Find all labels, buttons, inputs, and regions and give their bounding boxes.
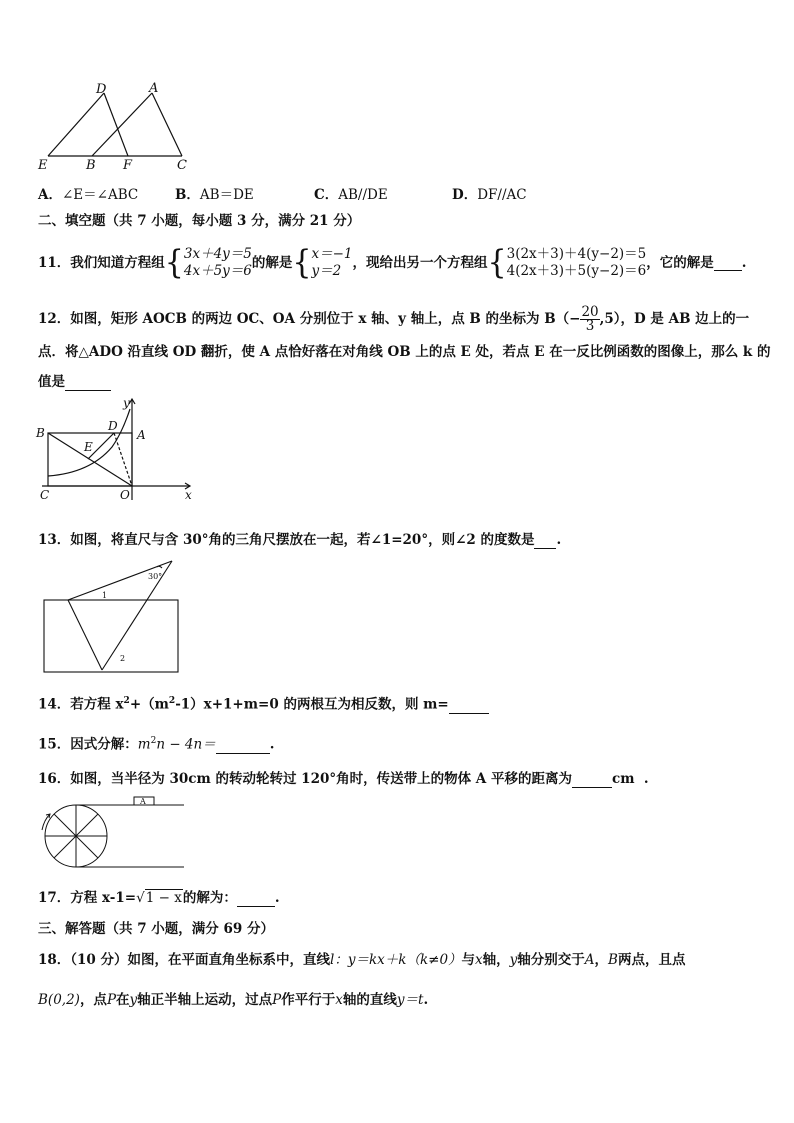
line-ed bbox=[48, 93, 104, 156]
q18-l2-text-c: 轴正半轴上运动，过点 bbox=[137, 992, 273, 1008]
q11-answer-blank[interactable] bbox=[714, 256, 742, 271]
q18-text-c: 轴， bbox=[482, 952, 510, 968]
q18-text-e: ， bbox=[594, 952, 609, 968]
option-b bbox=[175, 186, 254, 204]
q18-x: x bbox=[475, 952, 483, 968]
q16-answer-blank[interactable] bbox=[572, 773, 612, 788]
label-c: C bbox=[177, 158, 187, 173]
figure-q16-wheel-belt bbox=[36, 796, 192, 874]
q14-text-a: 14．若方程 x bbox=[38, 696, 124, 713]
line-ac bbox=[152, 93, 182, 156]
q17-answer-blank[interactable] bbox=[237, 892, 275, 907]
figure-q10-triangles bbox=[30, 78, 200, 173]
q18-text-d: 轴分别交于 bbox=[517, 952, 585, 968]
q14-text-b: +（m bbox=[129, 696, 169, 713]
q18-l2-text-d: 作平行于 bbox=[281, 992, 336, 1008]
q11-sys1-eq1: 3x＋4y＝5 bbox=[183, 246, 252, 262]
q11-system-1 bbox=[184, 246, 252, 280]
q18-text-a: 18．（10 分）如图，在平面直角坐标系中，直线 bbox=[38, 952, 331, 968]
q15-answer-blank[interactable] bbox=[216, 739, 270, 754]
option-d bbox=[452, 186, 527, 204]
sqrt-symbol: √ bbox=[136, 890, 145, 906]
q14-answer-blank[interactable] bbox=[449, 699, 489, 714]
q10-options bbox=[38, 186, 138, 204]
brace-3: { bbox=[487, 243, 507, 282]
q11-mid2: ，现给出另一个方程组 bbox=[352, 255, 488, 271]
option-c-text: AB//DE bbox=[338, 187, 388, 203]
q18-text-f: 两点，且点 bbox=[617, 952, 686, 968]
label-e: E bbox=[38, 158, 48, 173]
fraction-denominator: 3 bbox=[585, 317, 595, 334]
q17-pre: 17．方程 x-1= bbox=[38, 890, 137, 906]
q12-text-c: 值是 bbox=[38, 374, 65, 390]
question-12-line-2: 点．将△ADO 沿直线 OD 翻折，使 A 点恰好落在对角线 OB 上的点 E 处，若点 E 在一反比例函数的图像上，那么 k 的 bbox=[38, 344, 771, 360]
q18-point-b-coords: B(0,2) bbox=[38, 992, 80, 1008]
option-a-text: ∠E＝∠ABC bbox=[61, 187, 139, 203]
option-b-label: B． bbox=[175, 187, 200, 203]
option-c bbox=[314, 186, 388, 204]
q12-answer-blank[interactable] bbox=[65, 376, 111, 391]
q16-text: 16．如图，当半径为 30cm 的转动轮转过 120°角时，传送带上的物体 A 平移的距离为 bbox=[38, 771, 572, 787]
q14-sup-2: 2 bbox=[168, 696, 176, 706]
q14-text-c: -1）x+1+m=0 的两根互为相反数，则 m= bbox=[175, 696, 449, 713]
figure-q12-coordinate bbox=[30, 395, 200, 505]
q12-text-b: ,5），D 是 AB 边上的一 bbox=[599, 311, 750, 327]
q11-sys1-eq2: 4x＋5y＝6 bbox=[183, 263, 252, 279]
label-a: A bbox=[137, 428, 146, 442]
question-18-line-1 bbox=[38, 951, 685, 969]
q18-l2-y: y bbox=[129, 992, 138, 1008]
line-ba bbox=[92, 93, 152, 156]
q18-l2-x: x bbox=[335, 992, 343, 1008]
question-15 bbox=[38, 732, 274, 754]
q15-pre: 15．因式分解： bbox=[38, 736, 138, 753]
q17-post: 的解为： bbox=[182, 890, 237, 906]
segment-od-dashed bbox=[114, 433, 132, 486]
label-y: y bbox=[123, 396, 130, 410]
q11-sys2-eq1: x＝−1 bbox=[311, 246, 353, 262]
q16-end: . bbox=[643, 771, 649, 787]
fraction-numerator: 20 bbox=[581, 303, 599, 320]
label-f: F bbox=[123, 158, 133, 173]
question-18-line-2 bbox=[38, 991, 428, 1009]
question-17 bbox=[38, 889, 280, 907]
q11-number: 11． bbox=[38, 255, 71, 271]
q11-system-2 bbox=[312, 246, 353, 280]
label-30-degree: 30° bbox=[148, 572, 163, 581]
question-12-line-3 bbox=[38, 373, 111, 391]
section-2-heading: 二、填空题（共 7 小题，每小题 3 分，满分 21 分） bbox=[38, 213, 361, 229]
q11-end: . bbox=[741, 255, 747, 271]
q18-l2-end: . bbox=[423, 992, 429, 1008]
q18-l2-text-a: ，点 bbox=[79, 992, 107, 1008]
q13-text: 13．如图，将直尺与含 30°角的三角尺摆放在一起，若∠1=20°，则∠2 的度数是 bbox=[38, 532, 535, 548]
label-o: O bbox=[120, 488, 130, 502]
triangle-left-side bbox=[68, 600, 102, 670]
q18-point-b: B bbox=[608, 952, 618, 968]
question-16 bbox=[38, 770, 649, 788]
q15-expr-a: m bbox=[137, 736, 151, 753]
question-14 bbox=[38, 692, 489, 714]
brace-2: { bbox=[292, 243, 312, 282]
q11-sys2-eq2: y＝2 bbox=[311, 263, 342, 279]
section-3-heading: 三、解答题（共 7 小题，满分 69 分） bbox=[38, 921, 274, 937]
q18-l2-text-e: 轴的直线 bbox=[342, 992, 397, 1008]
option-d-label: D． bbox=[452, 187, 478, 203]
q18-point-p: P bbox=[106, 992, 117, 1008]
q17-radicand: 1 − x bbox=[145, 890, 182, 906]
option-b-text: AB＝DE bbox=[199, 187, 254, 203]
label-c: C bbox=[40, 488, 50, 502]
angle-30-arc bbox=[157, 566, 162, 568]
line-df bbox=[104, 93, 128, 156]
question-13 bbox=[38, 531, 561, 549]
label-e: E bbox=[84, 440, 93, 454]
q11-system-3 bbox=[507, 246, 647, 280]
option-a-label: A． bbox=[38, 187, 62, 203]
q12-text-a: 12．如图，矩形 AOCB 的两边 OC、OA 分别位于 x 轴、y 轴上，点 B 的坐标为 B（− bbox=[38, 311, 581, 327]
q18-point-a: A bbox=[584, 952, 595, 968]
q13-answer-blank[interactable] bbox=[534, 534, 556, 549]
option-d-text: DF//AC bbox=[477, 187, 527, 203]
label-x: x bbox=[185, 488, 192, 502]
q11-mid1: 的解是 bbox=[251, 255, 293, 271]
label-b: B bbox=[86, 158, 96, 173]
q18-point-p-2: P bbox=[272, 992, 282, 1008]
q12-fraction bbox=[580, 303, 599, 334]
q11-sys3-eq1: 3(2x＋3)＋4(y−2)＝5 bbox=[506, 246, 647, 262]
ruler-rectangle bbox=[44, 600, 178, 672]
q11-pre: 我们知道方程组 bbox=[70, 255, 165, 271]
option-c-label: C． bbox=[314, 187, 339, 203]
label-angle-1: 1 bbox=[102, 591, 108, 600]
q16-unit: cm bbox=[611, 771, 635, 787]
q18-l2-text-b: 在 bbox=[116, 992, 130, 1008]
q18-line-equation: l：y＝kx＋k（k≠0） bbox=[330, 952, 462, 968]
brace-1: { bbox=[164, 243, 184, 282]
label-b: B bbox=[36, 426, 45, 440]
q15-expr-b: n − 4n＝ bbox=[156, 736, 216, 753]
q15-end: . bbox=[269, 736, 275, 753]
q18-text-b: 与 bbox=[461, 952, 476, 968]
q13-end: . bbox=[556, 532, 562, 548]
q18-line-y-t: y＝t bbox=[396, 992, 424, 1008]
label-d: D bbox=[108, 419, 118, 433]
label-a: A bbox=[149, 81, 159, 96]
q15-sup: 2 bbox=[150, 736, 157, 746]
q17-end: . bbox=[274, 890, 280, 906]
q14-sup-1: 2 bbox=[123, 696, 130, 706]
q11-post: ，它的解是 bbox=[646, 255, 714, 271]
question-11 bbox=[38, 240, 746, 286]
q11-sys3-eq2: 4(2x＋3)＋5(y−2)＝6 bbox=[506, 263, 647, 279]
question-12-line-1 bbox=[38, 303, 749, 335]
label-angle-2: 2 bbox=[120, 654, 126, 663]
object-a-label: A bbox=[140, 797, 146, 806]
figure-q13-ruler-triangle bbox=[38, 556, 188, 676]
q18-y: y bbox=[509, 952, 518, 968]
label-d: D bbox=[96, 82, 107, 97]
